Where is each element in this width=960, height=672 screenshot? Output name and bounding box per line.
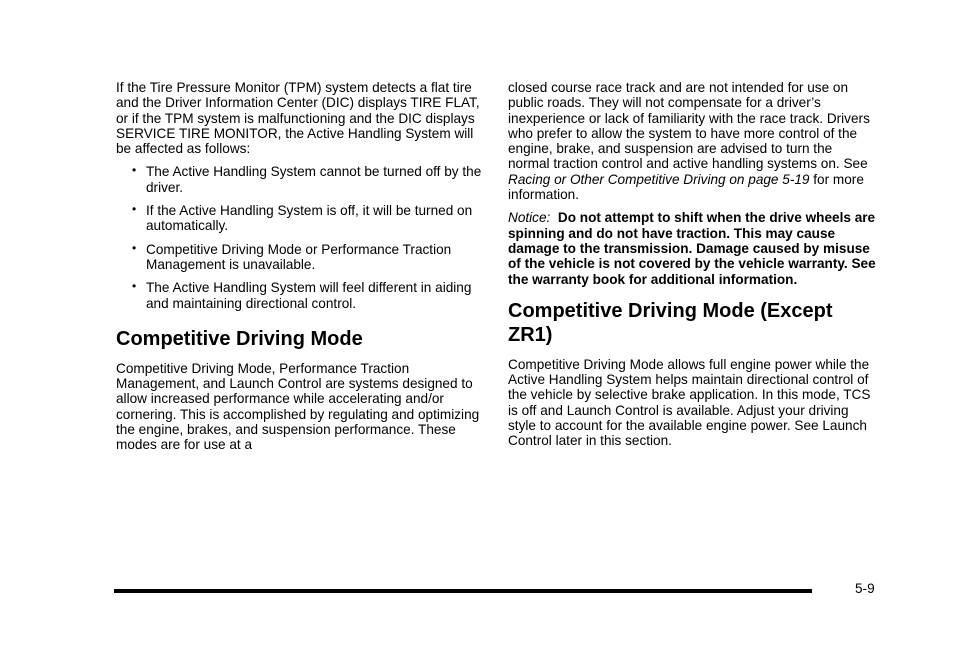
bullet-icon: • [132, 240, 137, 255]
notice-label: Notice: [508, 210, 551, 226]
notice-paragraph [508, 210, 876, 286]
list-item [116, 164, 484, 195]
cross-reference-link[interactable]: Racing or Other Competitive Driving on page 5-19 [508, 171, 810, 187]
section-heading-zr1: Competitive Driving Mode (Except ZR1) [508, 299, 833, 346]
intro-paragraph: If the Tire Pressure Monitor (TPM) system detects a flat tire and the Driver Information Center (DIC) displays TIRE FLAT, or if the TPM system is malfunctioning and the DIC displays SERVICE TIRE MONITOR, the Active Handling System will be affected as follows: [116, 80, 480, 157]
continued-paragraph [508, 80, 876, 202]
right-column [508, 80, 876, 457]
list-item-text: Competitive Driving Mode or Performance Traction Management is unavailable. [146, 241, 452, 272]
bullet-icon: • [132, 279, 137, 294]
page-number: 5-9 [855, 581, 875, 596]
list-item [116, 280, 484, 311]
continued-text: closed course race track and are not intended for use on public roads. They will not compensate for a driver’s inexperience or lack of familiarity with the race track. Drivers who prefer to allow the system to have more control of the engine, brake, and suspension are advised to turn the normal traction control and active handling systems on. See [508, 80, 870, 172]
bullet-icon: • [132, 202, 137, 217]
bullet-icon: • [132, 163, 137, 178]
effects-list [116, 164, 484, 310]
list-item-text: The Active Handling System cannot be turned off by the driver. [146, 164, 482, 195]
list-item [116, 203, 484, 234]
footer-rule [114, 589, 812, 593]
list-item-text: If the Active Handling System is off, it will be turned on automatically. [146, 203, 473, 234]
list-item [116, 242, 484, 273]
notice-text: Do not attempt to shift when the drive wheels are spinning and do not have traction. This may cause damage to the transmission. Damage caused by misuse of the vehicle is not covered by the vehicle warranty. See the warranty book for additional information. [508, 210, 876, 287]
section-heading: Competitive Driving Mode [116, 327, 363, 350]
after-xref-text: for more information. [508, 171, 864, 203]
zr1-paragraph: Competitive Driving Mode allows full engine power while the Active Handling System helps maintain directional control of the vehicle by selective brake application. In this mode, TCS is off and Launch Control is available. Adjust your driving style to account for the available engine power. See Launch Control later in this section. [508, 356, 871, 449]
list-item-text: The Active Handling System will feel different in aiding and maintaining directional control. [146, 280, 472, 311]
section-paragraph: Competitive Driving Mode, Performance Traction Management, and Launch Control are systems designed to allow increased performance while accelerating and/or cornering. This is accomplished by regulating and optimizing the engine, brakes, and suspension performance. These modes are for use at a [116, 360, 480, 453]
left-column [116, 80, 484, 461]
